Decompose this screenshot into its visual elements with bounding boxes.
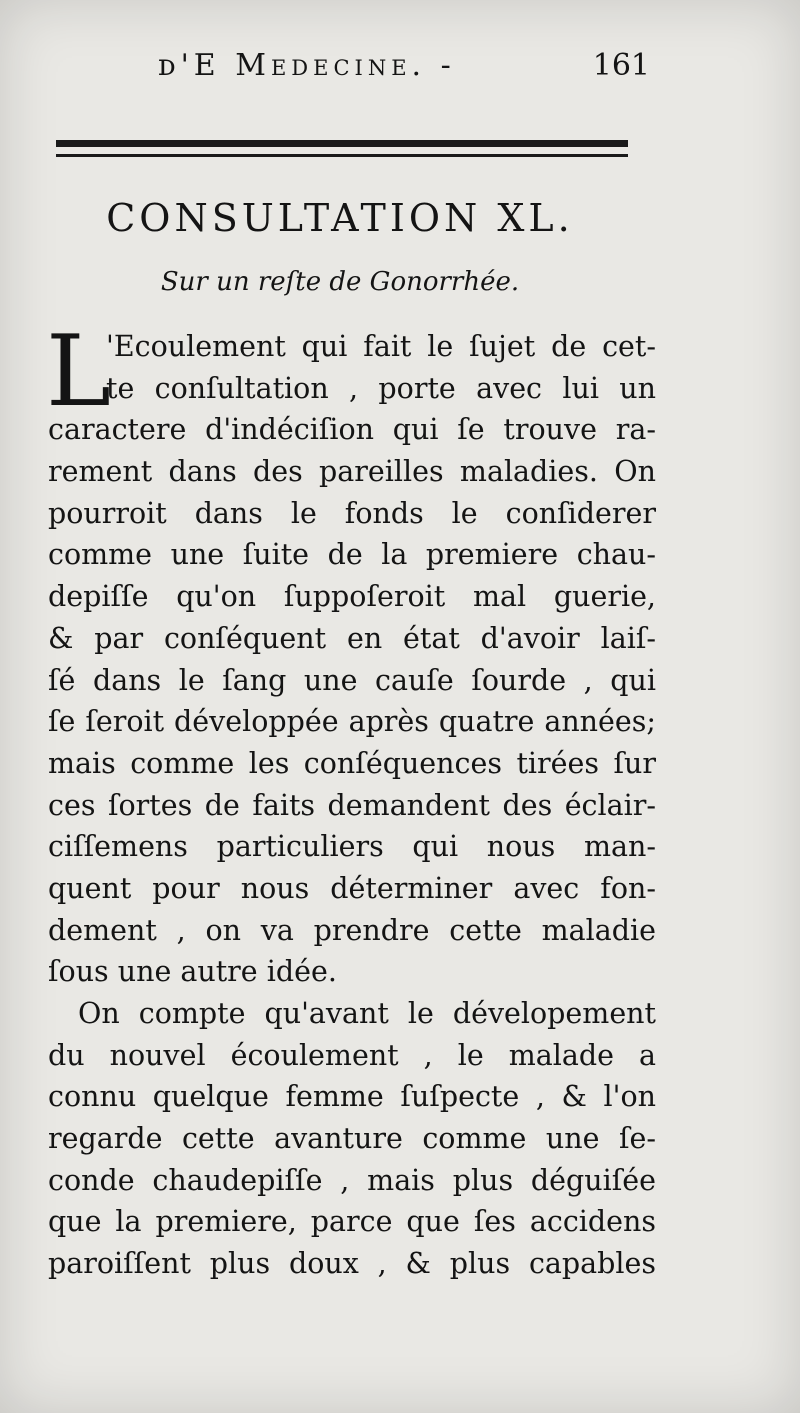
text-line: pourroit dans le fonds le conſiderer [48, 496, 656, 530]
text-line: 'Ecoulement qui fait le ſujet de cet- [106, 330, 656, 363]
text-line: depiſſe qu'on ſuppoſeroit mal guerie, [48, 580, 656, 614]
text-line: dement , on va prendre cette maladie [48, 913, 656, 947]
text-line: paroiſſent plus doux , & plus capables [48, 1247, 656, 1281]
section-heading: CONSULTATION XL. [106, 196, 574, 240]
page-number: 161 [592, 48, 650, 83]
text-line: connu quelque femme ſuſpecte , & l'on [48, 1080, 656, 1114]
text-line: ſous une autre idée. [48, 955, 337, 989]
text-line: mais comme les conſéquences tirées ſur [48, 746, 656, 780]
text-line: ſé dans le ſang une cauſe ſourde , qui [48, 663, 656, 697]
drop-cap: L [46, 315, 112, 429]
text-line: conde chaudepiſſe , mais plus déguiſée [48, 1163, 656, 1197]
text-line: te conſultation , porte avec lui un [106, 371, 656, 405]
text-line: du nouvel écoulement , le malade a [48, 1038, 656, 1072]
text-line: ſe ſeroit développée après quatre années; [48, 705, 656, 739]
text-line: & par conſéquent en état d'avoir laiſ- [48, 621, 656, 655]
text-line: ciſſemens particuliers qui nous man- [48, 830, 656, 864]
running-head-title: ᴅ'E Medecine. - [158, 48, 456, 83]
header-rule-thin [56, 154, 628, 157]
body-text [46, 315, 656, 1285]
text-line: comme une ſuite de la premiere chau- [48, 538, 656, 572]
text-line: que la premiere, parce que ſes accidens [48, 1205, 656, 1239]
running-head [150, 48, 650, 98]
section-subheading: Sur un reſte de Gonorrhée. [160, 267, 520, 297]
header-rule-thick [56, 140, 628, 147]
text-line: quent pour nous déterminer avec fon- [48, 871, 656, 905]
text-line: On compte qu'avant le dévelopement [78, 997, 656, 1030]
text-line: regarde cette avanture comme une ſe- [48, 1122, 656, 1156]
text-line: ces ſortes de faits demandent des éclair- [48, 788, 656, 822]
text-line: caractere d'indéciſion qui ſe trouve ra- [48, 413, 656, 447]
text-line: rement dans des pareilles maladies. On [48, 455, 656, 489]
